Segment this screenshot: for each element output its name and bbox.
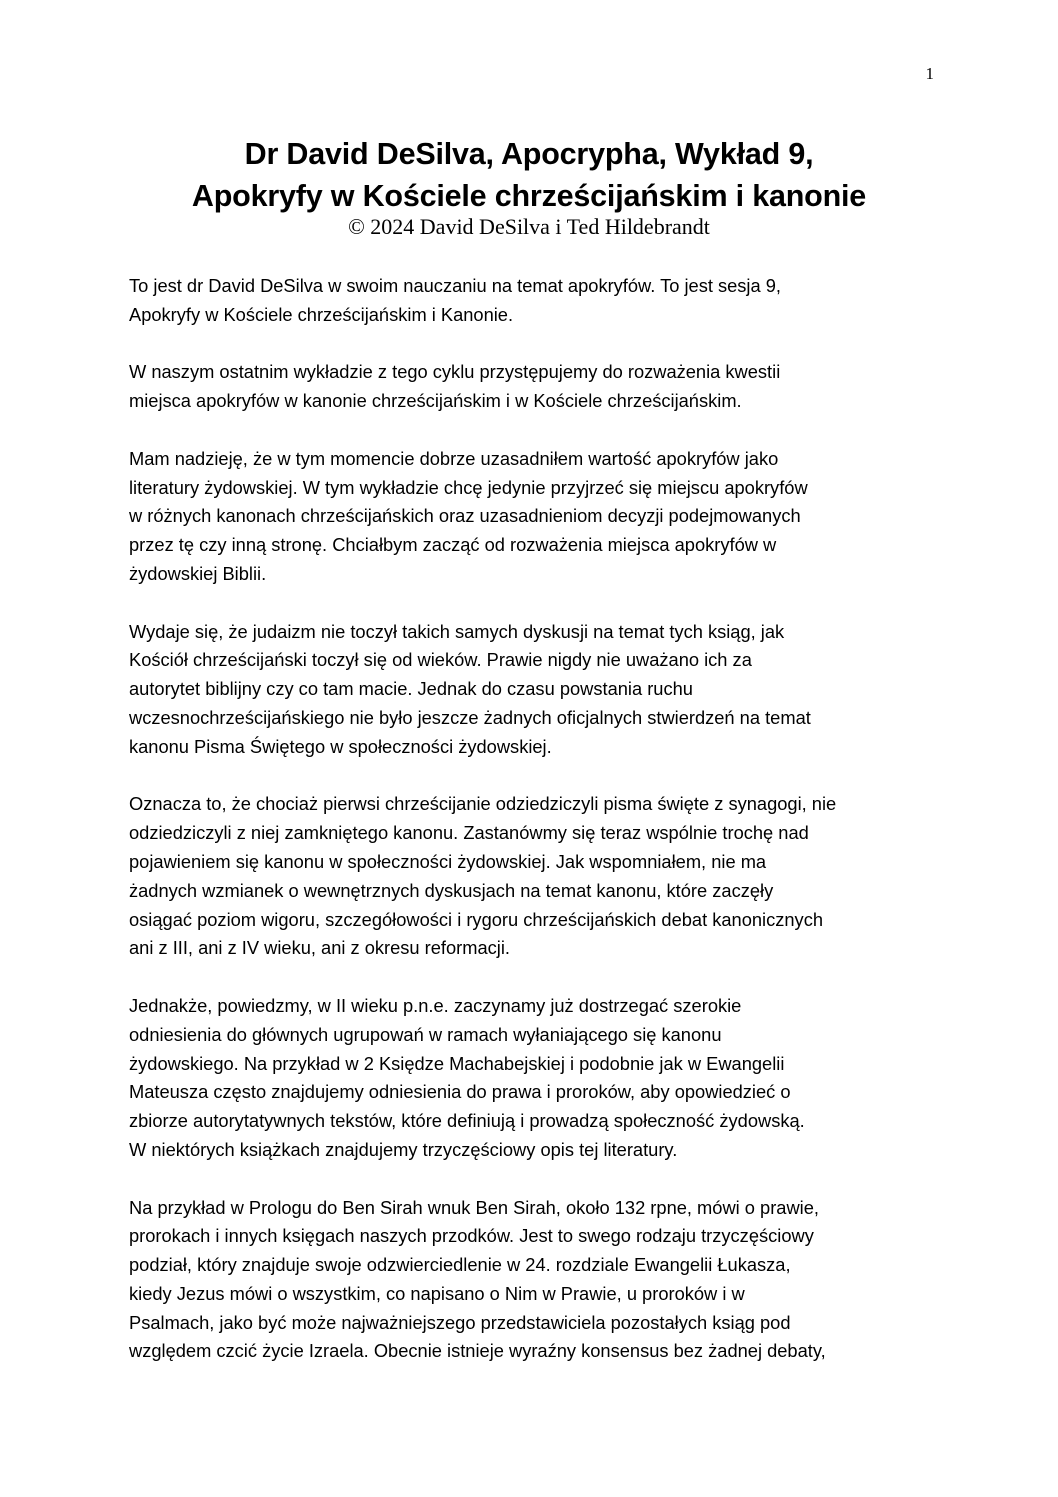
paragraph-5: Oznacza to, że chociaż pierwsi chrześcijanie odziedziczyli pisma święte z synagogi, nie odziedziczyli z niej zamkniętego kanonu. Zastanówmy się teraz wspólnie trochę nad pojawieniem się kanonu w społeczności żydowskiej. Jak wspomniałem, nie ma żadnych wzmianek o wewnętrznych dyskusjach na temat kanonu, które zaczęły osiągać poziom wigoru, szczegółowości i rygoru chrześcijańskich debat kanonicznych ani z III, ani z IV wieku, ani z okresu reformacji. — [129, 793, 837, 959]
page-number: 1 — [925, 64, 934, 83]
paragraph-6: Jednakże, powiedzmy, w II wieku p.n.e. zaczynamy już dostrzegać szerokie odniesienia do głównych ugrupowań w ramach wyłaniającego się kanonu żydowskiego. Na przykład w 2 Księdze Machabejskiej i podobnie jak w Ewangelii Mateusza często znajdujemy odniesienia do prawa i proroków, aby opowiedzieć o zbiorze autorytatywnych tekstów, które definiują i prowadzą społeczność żydowską. W niektórych książkach znajdujemy trzyczęściowy opis tej literatury. — [129, 994, 805, 1160]
paragraph-3: Mam nadzieję, że w tym momencie dobrze uzasadniłem wartość apokryfów jako literatury żydowskiej. W tym wykładzie chcę jedynie przyjrzeć się miejscu apokryfów w różnych kanonach chrześcijańskich oraz uzasadnieniom decyzji podejmowanych przez tę czy inną stronę. Chciałbym zacząć od rozważenia miejsca apokryfów w żydowskiej Biblii. — [129, 447, 808, 584]
paragraph-1: To jest dr David DeSilva w swoim nauczaniu na temat apokryfów. To jest sesja 9, Apokryfy w Kościele chrześcijańskim i Kanonie. — [129, 275, 781, 325]
document-body — [129, 272, 944, 1395]
paragraph-4: Wydaje się, że judaizm nie toczył takich samych dyskusji na temat tych ksiąg, jak Kościół chrześcijański toczył się od wieków. Prawie nigdy nie uważano ich za autorytet biblijny czy co tam macie. Jednak do czasu powstania ruchu wczesnochrześcijańskiego nie było jeszcze żadnych oficjalnych stwierdzeń na temat kanonu Pisma Świętego w społeczności żydowskiej. — [129, 620, 811, 757]
paragraph-2: W naszym ostatnim wykładzie z tego cyklu przystępujemy do rozważenia kwestii miejsca apokryfów w kanonie chrześcijańskim i w Kościele chrześcijańskim. — [129, 361, 781, 412]
document-title-line-2: Apokryfy w Kościele chrześcijańskim i kanonie — [191, 179, 867, 213]
copyright-notice: © 2024 David DeSilva i Ted Hildebrandt — [348, 214, 710, 239]
document-header — [0, 133, 1058, 239]
document-title-line-1: Dr David DeSilva, Apocrypha, Wykład 9, — [244, 137, 814, 171]
paragraph-7: Na przykład w Prologu do Ben Sirah wnuk Ben Sirah, około 132 rpne, mówi o prawie, prorokach i innych księgach naszych przodków. Jest to swego rodzaju trzyczęściowy podział, który znajduje swoje odzwierciedlenie w 24. rozdziale Ewangelii Łukasza, kiedy Jezus mówi o wszystkim, co napisano o Nim w Prawie, u proroków i w Psalmach, jako być może najważniejszego przedstawiciela pozostałych ksiąg pod względem czcić życie Izraela. Obecnie istnieje wyraźny konsensus bez żadnej debaty, — [129, 1196, 826, 1362]
